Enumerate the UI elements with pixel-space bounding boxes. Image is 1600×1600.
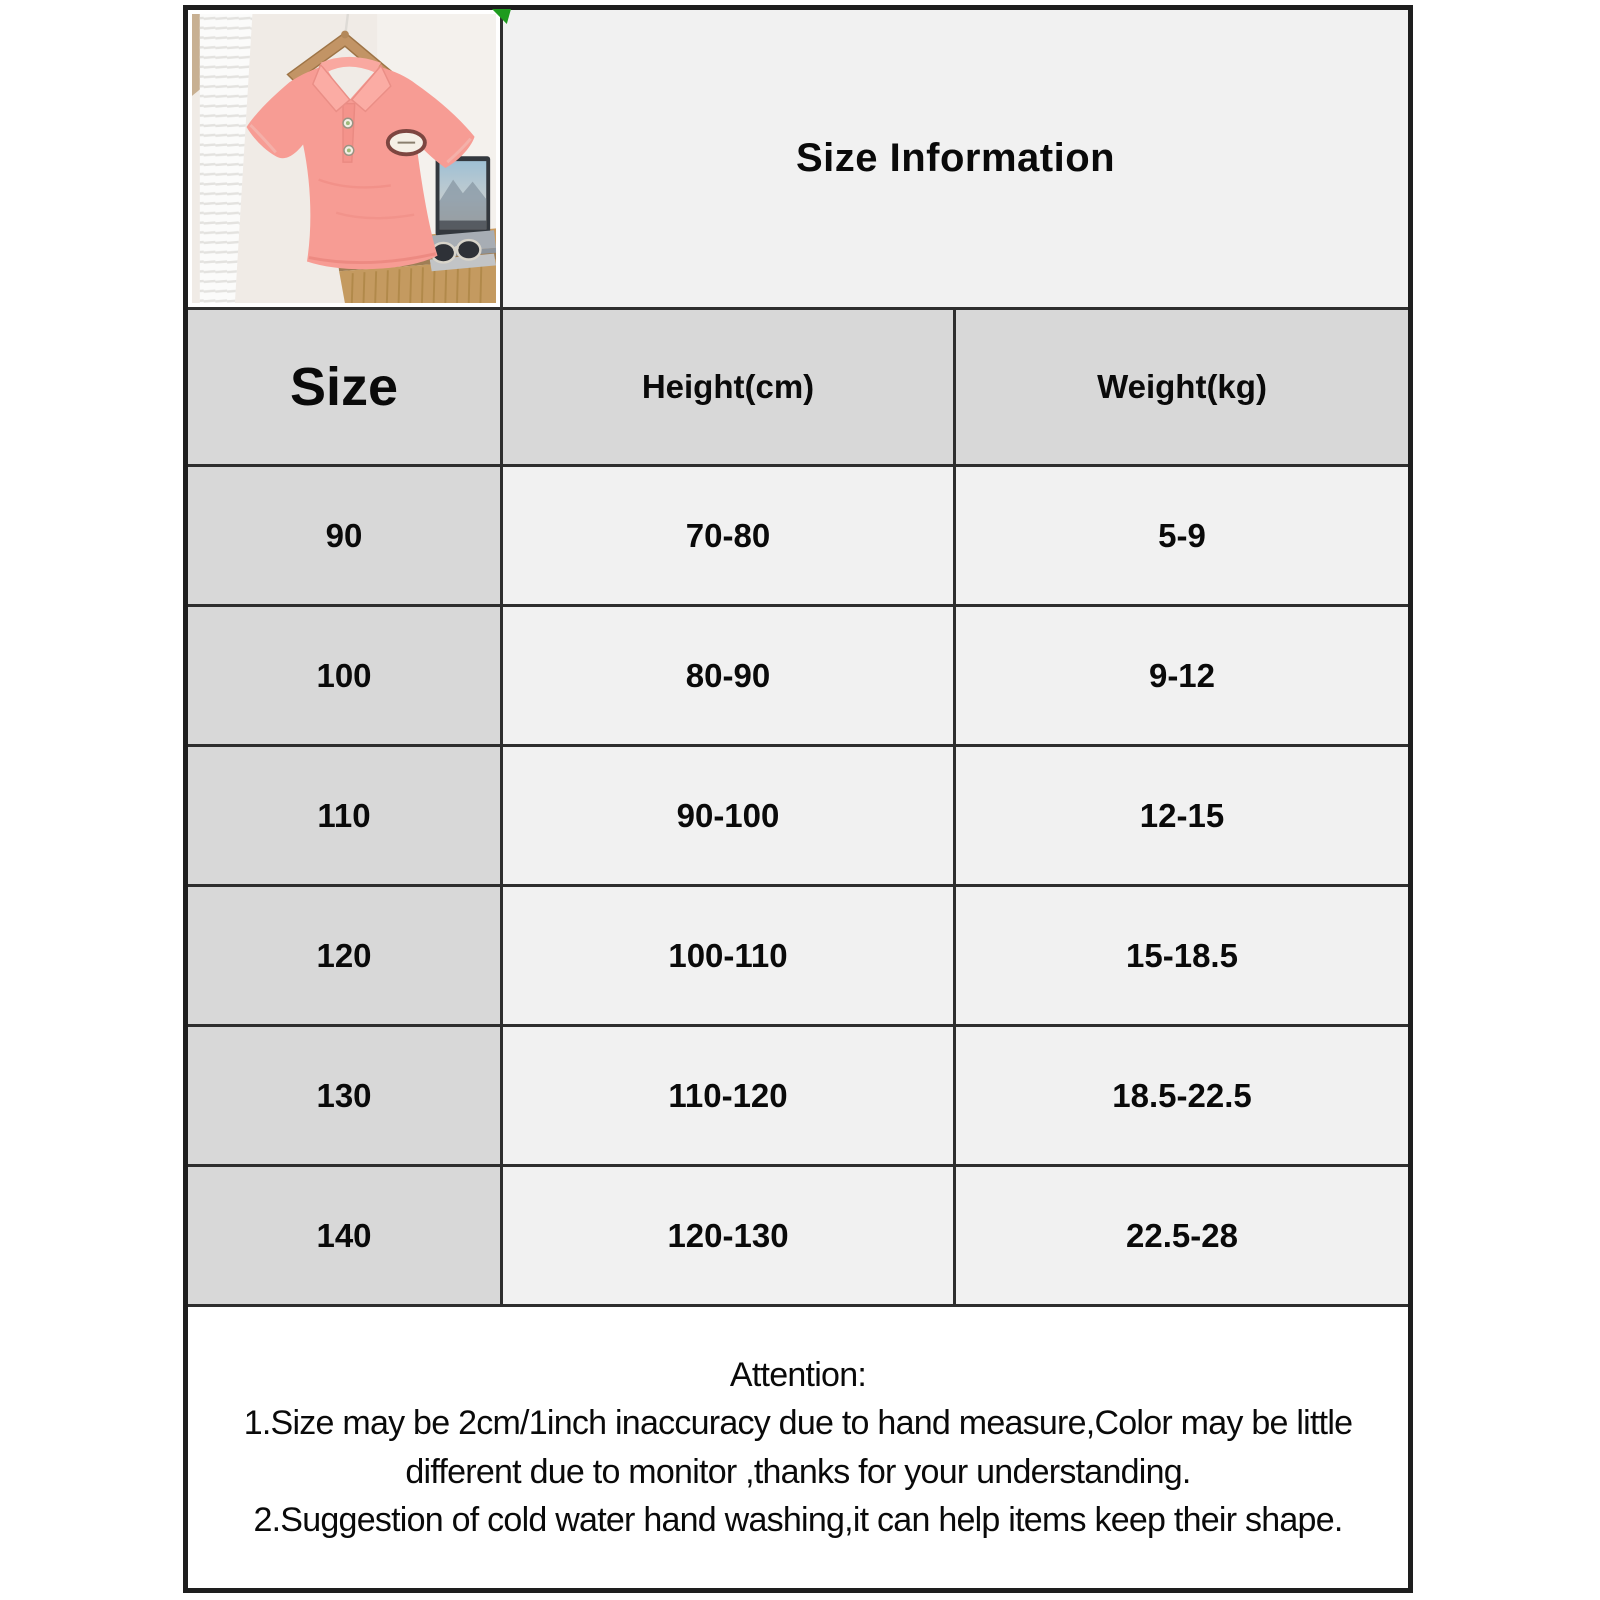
col-header-size: Size bbox=[186, 309, 502, 466]
polo-shirt-illustration bbox=[192, 14, 496, 303]
table-row bbox=[186, 1166, 1411, 1306]
attention-line: 1.Size may be 2cm/1inch inaccuracy due to hand measure,Color may be little bbox=[243, 1404, 1353, 1443]
weight-cell: 9-12 bbox=[955, 606, 1411, 746]
table-row bbox=[186, 606, 1411, 746]
attention-title: Attention: bbox=[729, 1356, 867, 1395]
height-cell: 70-80 bbox=[502, 466, 955, 606]
size-information-title: Size Information bbox=[502, 8, 1411, 309]
col-header-height: Height(cm) bbox=[502, 309, 955, 466]
table-header-row bbox=[186, 309, 1411, 466]
table-row bbox=[186, 1026, 1411, 1166]
attention-line: 2.Suggestion of cold water hand washing,it can help items keep their shape. bbox=[253, 1500, 1343, 1539]
size-cell: 140 bbox=[186, 1166, 502, 1306]
height-cell: 100-110 bbox=[502, 886, 955, 1026]
size-cell: 130 bbox=[186, 1026, 502, 1166]
attention-line: different due to monitor ,thanks for your understanding. bbox=[405, 1452, 1191, 1491]
height-cell: 110-120 bbox=[502, 1026, 955, 1166]
col-header-weight: Weight(kg) bbox=[955, 309, 1411, 466]
size-chart-table bbox=[183, 5, 1413, 1593]
height-cell: 120-130 bbox=[502, 1166, 955, 1306]
height-cell: 80-90 bbox=[502, 606, 955, 746]
weight-cell: 5-9 bbox=[955, 466, 1411, 606]
size-cell: 90 bbox=[186, 466, 502, 606]
size-cell: 100 bbox=[186, 606, 502, 746]
weight-cell: 18.5-22.5 bbox=[955, 1026, 1411, 1166]
height-cell: 90-100 bbox=[502, 746, 955, 886]
table-row bbox=[186, 466, 1411, 606]
size-cell: 120 bbox=[186, 886, 502, 1026]
product-photo bbox=[186, 8, 502, 309]
chest-badge bbox=[388, 131, 425, 154]
size-cell: 110 bbox=[186, 746, 502, 886]
weight-cell: 15-18.5 bbox=[955, 886, 1411, 1026]
table-row bbox=[186, 886, 1411, 1026]
table-row bbox=[186, 746, 1411, 886]
size-chart-sheet bbox=[183, 5, 1408, 1593]
attention-note bbox=[186, 1306, 1411, 1591]
weight-cell: 22.5-28 bbox=[955, 1166, 1411, 1306]
weight-cell: 12-15 bbox=[955, 746, 1411, 886]
